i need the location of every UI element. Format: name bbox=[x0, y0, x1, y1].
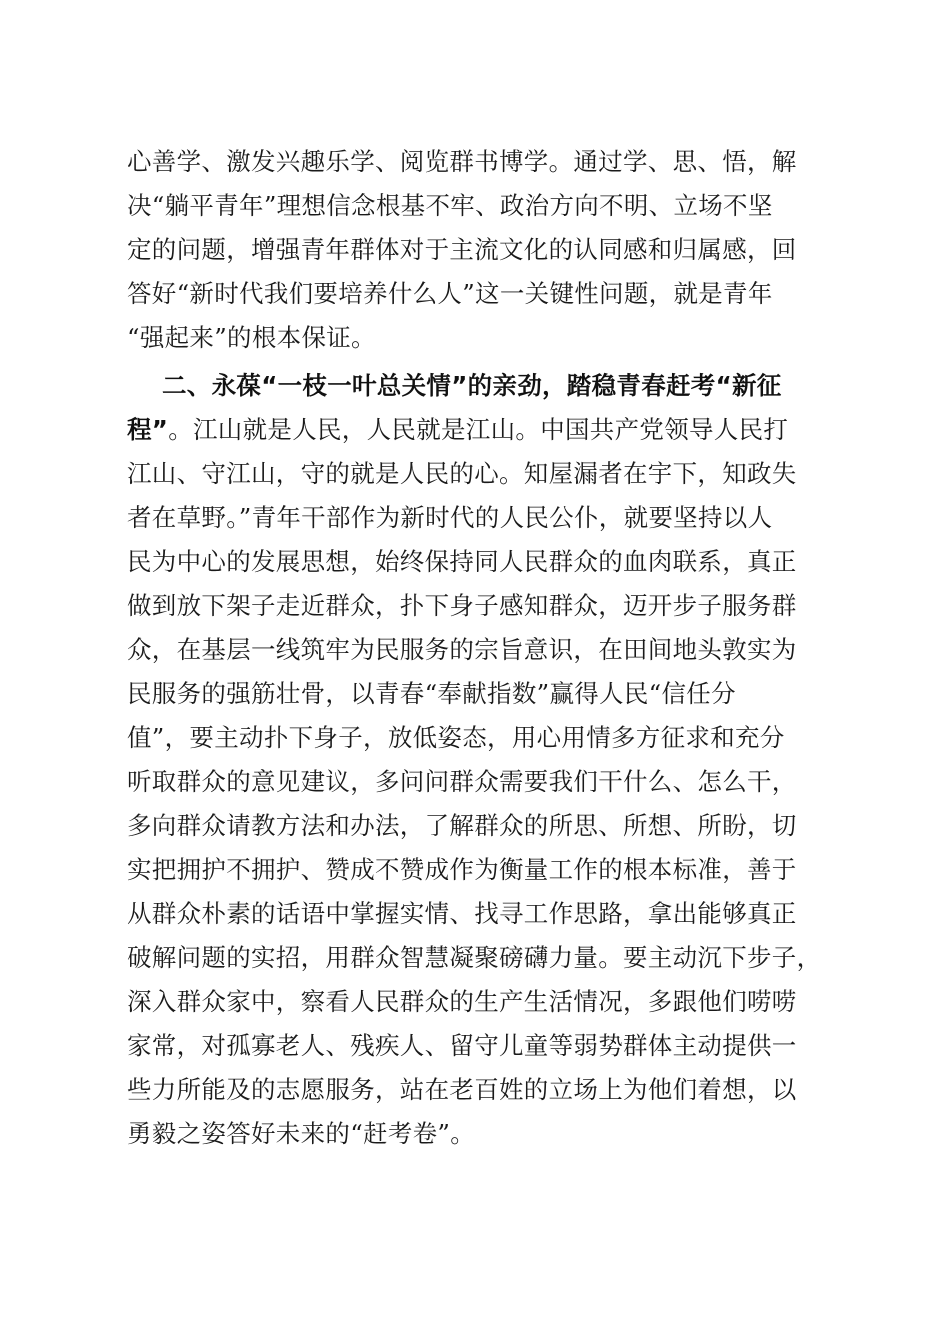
paragraph-line: 家常，对孤寡老人、残疾人、留守儿童等弱势群体主动提供一 bbox=[127, 1031, 797, 1060]
paragraph-line: 听取群众的意见建议，多问问群众需要我们干什么、怎么干， bbox=[127, 767, 797, 796]
paragraph-line: 众，在基层一线筑牢为民服务的宗旨意识，在田间地头敦实为 bbox=[127, 635, 797, 664]
paragraph-line: 做到放下架子走近群众，扑下身子感知群众，迈开步子服务群 bbox=[127, 591, 797, 620]
paragraph-line: 多向群众请教方法和办法，了解群众的所思、所想、所盼，切 bbox=[127, 811, 797, 840]
paragraph-line: 实把拥护不拥护、赞成不赞成作为衡量工作的根本标准，善于 bbox=[127, 855, 797, 884]
paragraph-line: “强起来”的根本保证。 bbox=[127, 323, 376, 352]
paragraph-line: 些力所能及的志愿服务，站在老百姓的立场上为他们着想，以 bbox=[127, 1075, 797, 1104]
paragraph-line: 者在草野。”青年干部作为新时代的人民公仆，就要坚持以人 bbox=[127, 503, 773, 532]
paragraph-line: 民服务的强筋壮骨，以青春“奉献指数”赢得人民“信任分 bbox=[127, 679, 736, 708]
paragraph-line: 答好“新时代我们要培养什么人”这一关键性问题，就是青年 bbox=[127, 279, 773, 308]
paragraph-line: 深入群众家中，察看人民群众的生产生活情况，多跟他们唠唠 bbox=[127, 987, 797, 1016]
paragraph-line: 勇毅之姿答好未来的“赶考卷”。 bbox=[127, 1119, 476, 1148]
paragraph-line: 值”，要主动扑下身子，放低姿态，用心用情多方征求和充分 bbox=[127, 723, 785, 752]
paragraph-text: 。江山就是人民，人民就是江山。中国共产党领导人民打 bbox=[168, 415, 789, 444]
section-heading-end: 程” bbox=[127, 415, 169, 444]
paragraph-line: 破解问题的实招，用群众智慧凝聚磅礴力量。要主动沉下步子， bbox=[127, 943, 822, 972]
section-heading: 二、永葆“一枝一叶总关情”的亲劲，踏稳青春赶考“新征 bbox=[162, 371, 782, 400]
paragraph-line: 民为中心的发展思想，始终保持同人民群众的血肉联系，真正 bbox=[127, 547, 797, 576]
paragraph-line: 决“躺平青年”理想信念根基不牢、政治方向不明、立场不坚 bbox=[127, 191, 773, 220]
paragraph-line bbox=[127, 410, 788, 450]
paragraph-line: 从群众朴素的话语中掌握实情、找寻工作思路，拿出能够真正 bbox=[127, 899, 797, 928]
paragraph-line: 江山、守江山，守的就是人民的心。知屋漏者在宇下，知政失 bbox=[127, 459, 797, 488]
paragraph-line: 定的问题，增强青年群体对于主流文化的认同感和归属感，回 bbox=[127, 235, 797, 264]
paragraph-line: 心善学、激发兴趣乐学、阅览群书博学。通过学、思、悟，解 bbox=[127, 147, 797, 176]
